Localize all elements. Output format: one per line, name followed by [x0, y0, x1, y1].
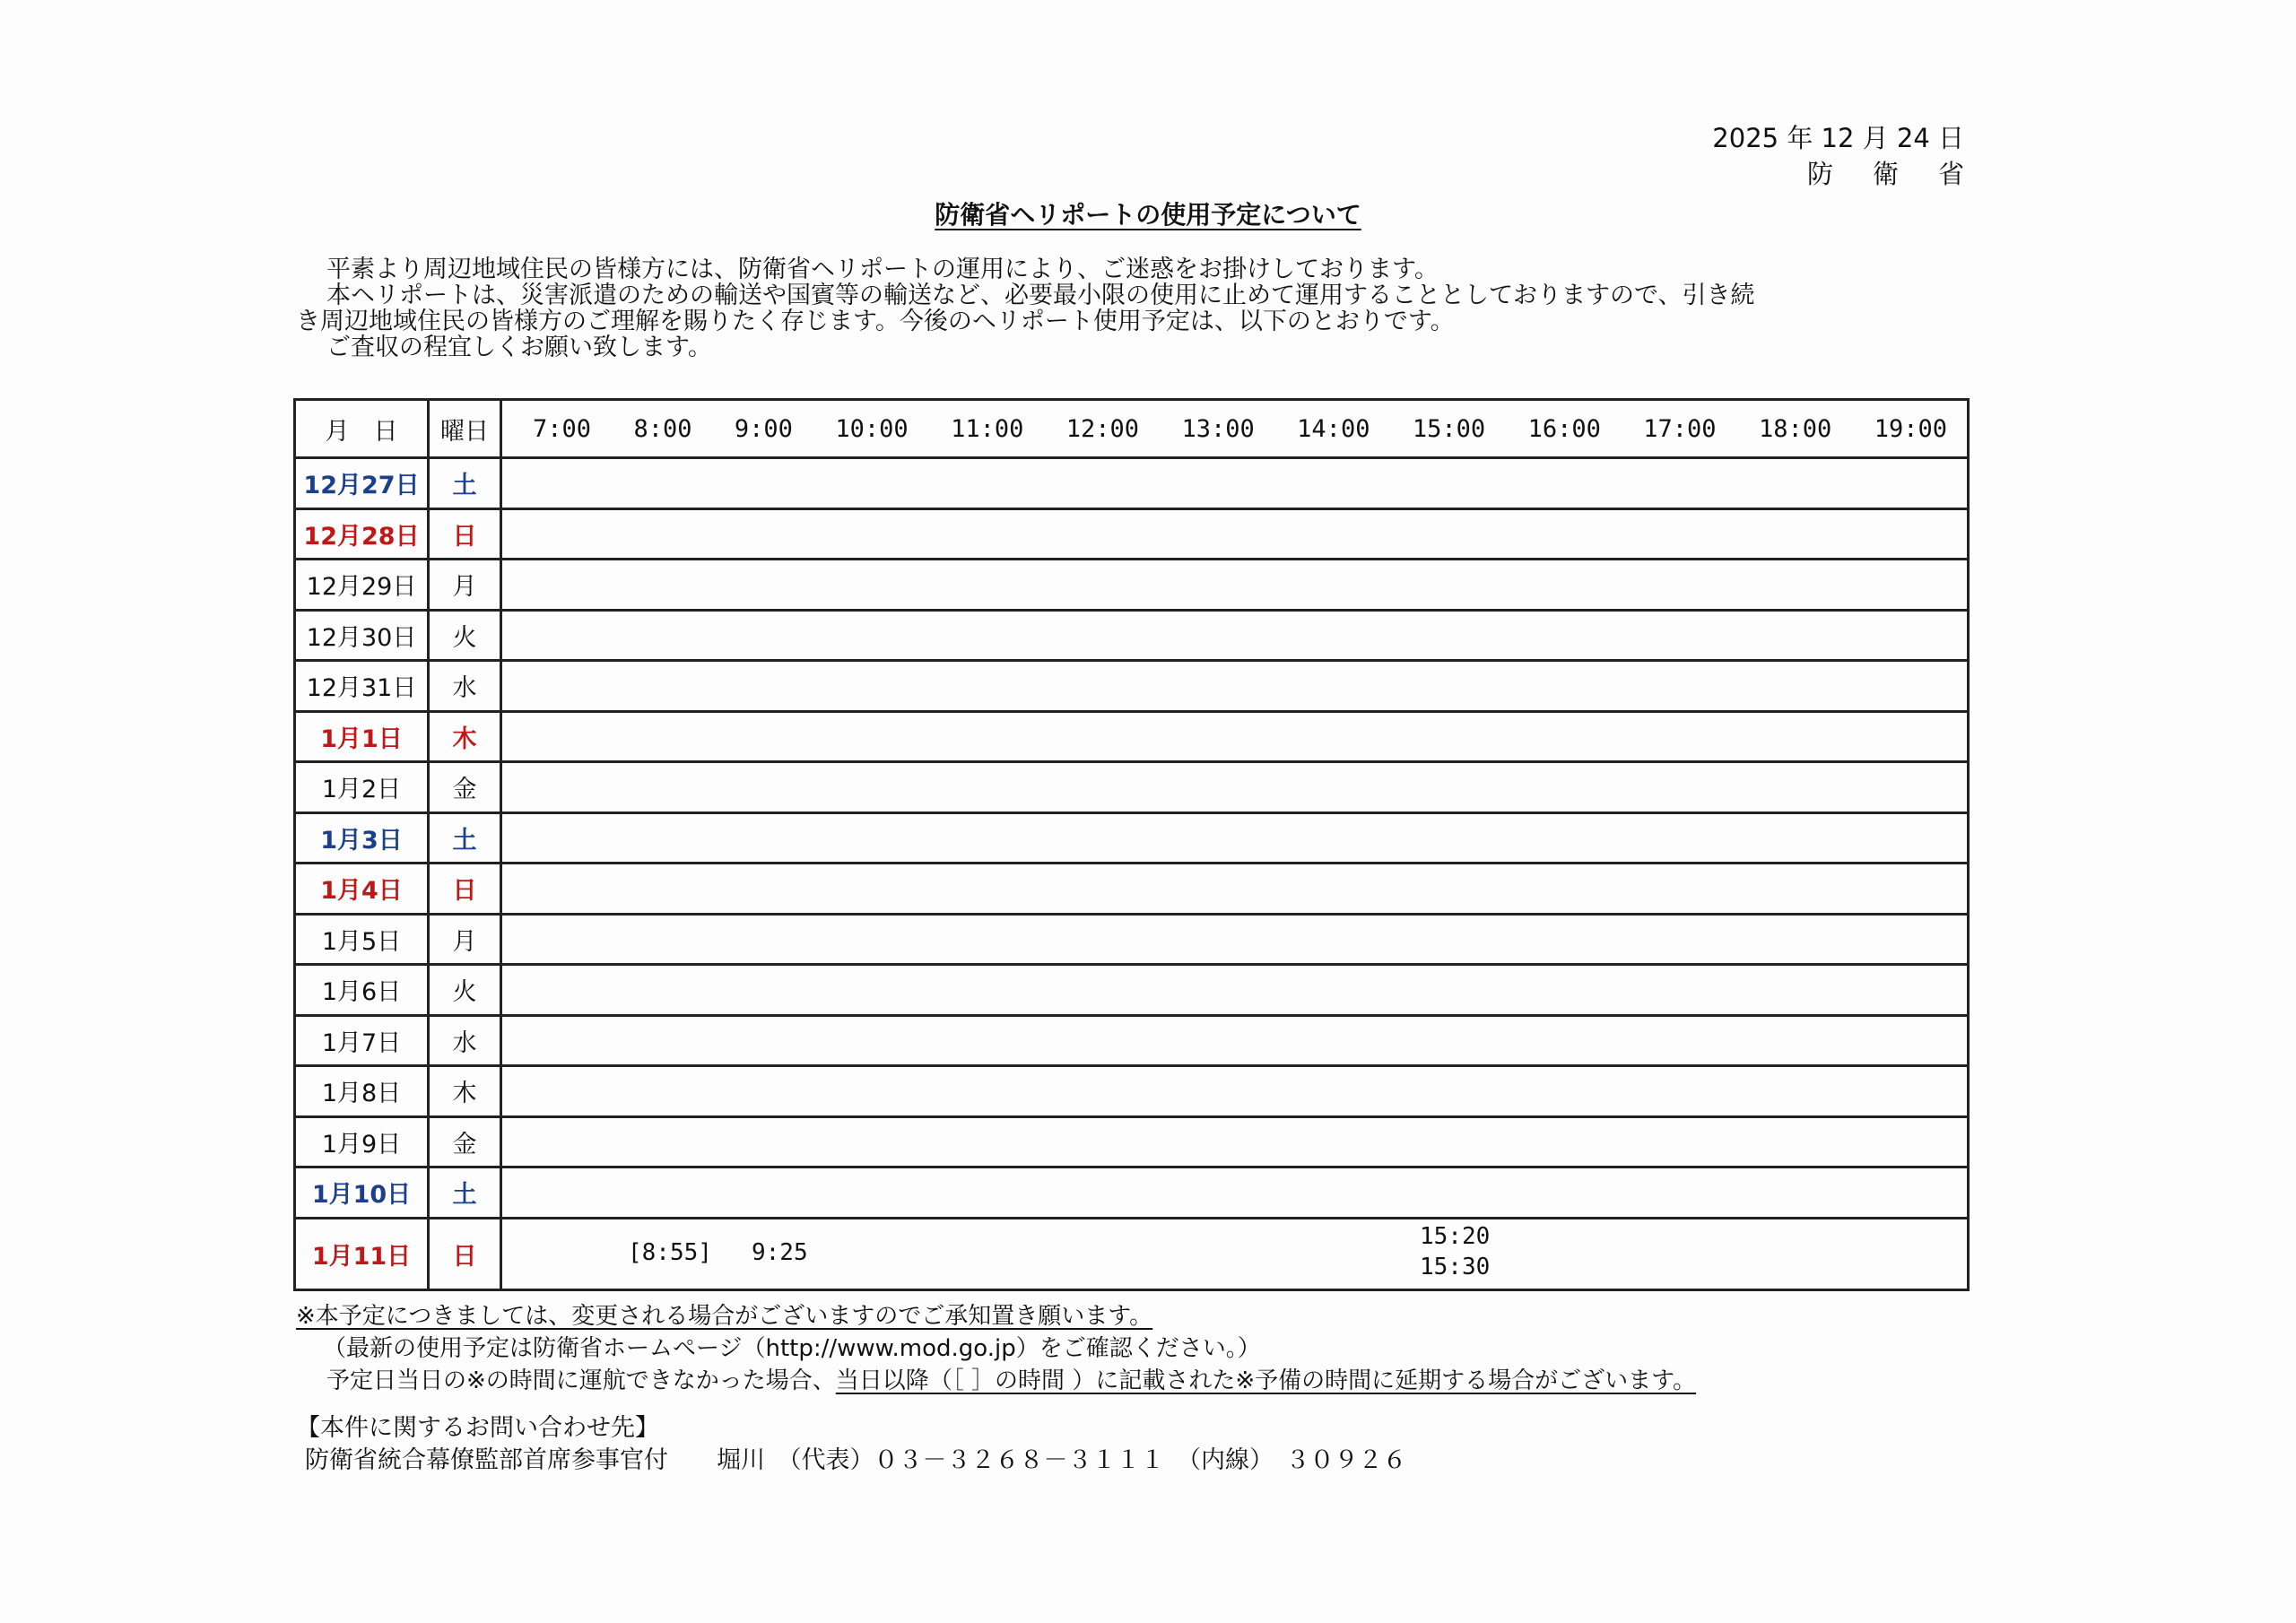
- row-schedule-cell: [501, 965, 1969, 1016]
- header-row: [295, 400, 1969, 458]
- document-date: 2025 年 12 月 24 日: [1712, 123, 1964, 153]
- row-day-of-week: 日: [429, 508, 501, 560]
- row-schedule-cell: [501, 711, 1969, 762]
- hour-label: 11:00: [951, 414, 1024, 443]
- intro-paragraph: [296, 256, 1754, 360]
- table-row: [295, 458, 1969, 509]
- table-row: [295, 762, 1969, 813]
- hour-label: 17:00: [1643, 414, 1717, 443]
- col-header-date: 月 日: [295, 400, 429, 458]
- row-schedule-cell: [501, 1015, 1969, 1066]
- row-day-of-week: 水: [429, 1015, 501, 1066]
- table-row: [295, 864, 1969, 915]
- table-row: [295, 1015, 1969, 1066]
- row-schedule-cell: [501, 1116, 1969, 1167]
- row-schedule-cell: [501, 560, 1969, 611]
- hour-label: 19:00: [1874, 414, 1947, 443]
- row-day-of-week: 水: [429, 661, 501, 712]
- scheduled-time: 15:30: [1420, 1253, 1491, 1280]
- document-title: [0, 195, 2296, 231]
- table-row: [295, 560, 1969, 611]
- row-schedule-cell: [501, 914, 1969, 965]
- note-3a: 予定日当日の※の時間に運航できなかった場合、: [326, 1367, 836, 1394]
- table-row: [295, 711, 1969, 762]
- row-schedule-cell: [501, 508, 1969, 560]
- row-schedule-cell: [501, 610, 1969, 661]
- row-day-of-week: 土: [429, 812, 501, 864]
- table-row: [295, 508, 1969, 560]
- row-schedule-cell: [501, 1066, 1969, 1117]
- row-date: 1月3日: [295, 812, 429, 864]
- intro-line-2: 本ヘリポートは、災害派遣のための輸送や国賓等の輸送など、必要最小限の使用に止めて運用することとしておりますので、引き続: [326, 282, 1755, 309]
- row-date: 1月6日: [295, 965, 429, 1016]
- schedule-table: [293, 398, 1970, 1291]
- note-1: [296, 1300, 1696, 1332]
- row-day-of-week: 月: [429, 560, 501, 611]
- scheduled-time: 9:25: [752, 1238, 808, 1266]
- contact-info: [296, 1408, 1407, 1481]
- row-date: 12月31日: [295, 661, 429, 712]
- row-schedule-cell: [501, 1218, 1969, 1289]
- table-row: [295, 610, 1969, 661]
- row-day-of-week: 土: [429, 1167, 501, 1219]
- hour-label: 15:00: [1412, 414, 1486, 443]
- table-row: [295, 914, 1969, 965]
- row-day-of-week: 土: [429, 458, 501, 509]
- row-date: 1月7日: [295, 1015, 429, 1066]
- row-date: 1月8日: [295, 1066, 429, 1117]
- table-row: [295, 965, 1969, 1016]
- table-row: [295, 1218, 1969, 1289]
- row-schedule-cell: [501, 1167, 1969, 1219]
- row-date: 1月11日: [295, 1218, 429, 1289]
- row-day-of-week: 木: [429, 711, 501, 762]
- hour-label: 16:00: [1527, 414, 1601, 443]
- row-schedule-cell: [501, 458, 1969, 509]
- row-day-of-week: 金: [429, 762, 501, 813]
- row-date: 12月30日: [295, 610, 429, 661]
- notes: [296, 1300, 1696, 1397]
- hour-label: 12:00: [1065, 414, 1140, 443]
- row-schedule-cell: [501, 661, 1969, 712]
- scheduled-time: 15:20: [1420, 1222, 1491, 1250]
- row-date: 12月27日: [295, 458, 429, 509]
- row-day-of-week: 日: [429, 1218, 501, 1289]
- row-date: 12月29日: [295, 560, 429, 611]
- row-date: 1月4日: [295, 864, 429, 915]
- row-day-of-week: 日: [429, 864, 501, 915]
- hour-label: 14:00: [1297, 414, 1370, 443]
- contact-line: 防衛省統合幕僚監部首席参事官付 堀川 （代表）０３－３２６８－３１１１ （内線） ３０９２６: [305, 1446, 1407, 1474]
- note-1-text: ※本予定につきましては、変更される場合がございますのでご承知置き願います。: [296, 1303, 1153, 1330]
- hour-label: 8:00: [633, 414, 692, 443]
- row-date: 1月1日: [295, 711, 429, 762]
- row-date: 1月2日: [295, 762, 429, 813]
- row-schedule-cell: [501, 864, 1969, 915]
- row-date: 12月28日: [295, 508, 429, 560]
- row-schedule-cell: [501, 762, 1969, 813]
- table-row: [295, 1116, 1969, 1167]
- note-3: [296, 1365, 1696, 1397]
- table-row: [295, 661, 1969, 712]
- col-header-hours: [501, 400, 1969, 458]
- row-schedule-cell: [501, 812, 1969, 864]
- row-day-of-week: 金: [429, 1116, 501, 1167]
- reserve-time: [8:55]: [628, 1238, 712, 1266]
- row-day-of-week: 火: [429, 610, 501, 661]
- intro-line-1: 平素より周辺地域住民の皆様方には、防衛省ヘリポートの運用により、ご迷惑をお掛けしております。: [326, 256, 1439, 283]
- intro-line-3: き周辺地域住民の皆様方のご理解を賜りたく存じます。今後のヘリポート使用予定は、以下のとおりです。: [296, 308, 1455, 335]
- row-date: 1月10日: [295, 1167, 429, 1219]
- intro-line-4: ご査収の程宜しくお願い致します。: [326, 334, 712, 361]
- row-date: 1月5日: [295, 914, 429, 965]
- hour-label: 18:00: [1758, 414, 1832, 443]
- table-row: [295, 812, 1969, 864]
- note-2: （最新の使用予定は防衛省ホームページ（http://www.mod.go.jp）をご確認ください。）: [323, 1335, 1261, 1362]
- schedule-body: [295, 458, 1969, 1290]
- title-text: 防衛省ヘリポートの使用予定について: [935, 200, 1361, 230]
- hour-label: 9:00: [734, 414, 793, 443]
- hour-labels: [502, 415, 1967, 443]
- contact-heading: 【本件に関するお問い合わせ先】: [296, 1414, 659, 1442]
- issuing-organization: 防衛省: [1806, 159, 2004, 189]
- hour-label: 13:00: [1181, 414, 1255, 443]
- table-row: [295, 1167, 1969, 1219]
- row-date: 1月9日: [295, 1116, 429, 1167]
- hour-label: 10:00: [835, 414, 909, 443]
- note-3b: 当日以降（［ ］の時間 ）に記載された※予備の時間に延期する場合がございます。: [835, 1367, 1697, 1394]
- row-day-of-week: 木: [429, 1066, 501, 1117]
- row-day-of-week: 火: [429, 965, 501, 1016]
- hour-label: 7:00: [533, 414, 592, 443]
- table-row: [295, 1066, 1969, 1117]
- row-day-of-week: 月: [429, 914, 501, 965]
- col-header-dow: 曜日: [429, 400, 501, 458]
